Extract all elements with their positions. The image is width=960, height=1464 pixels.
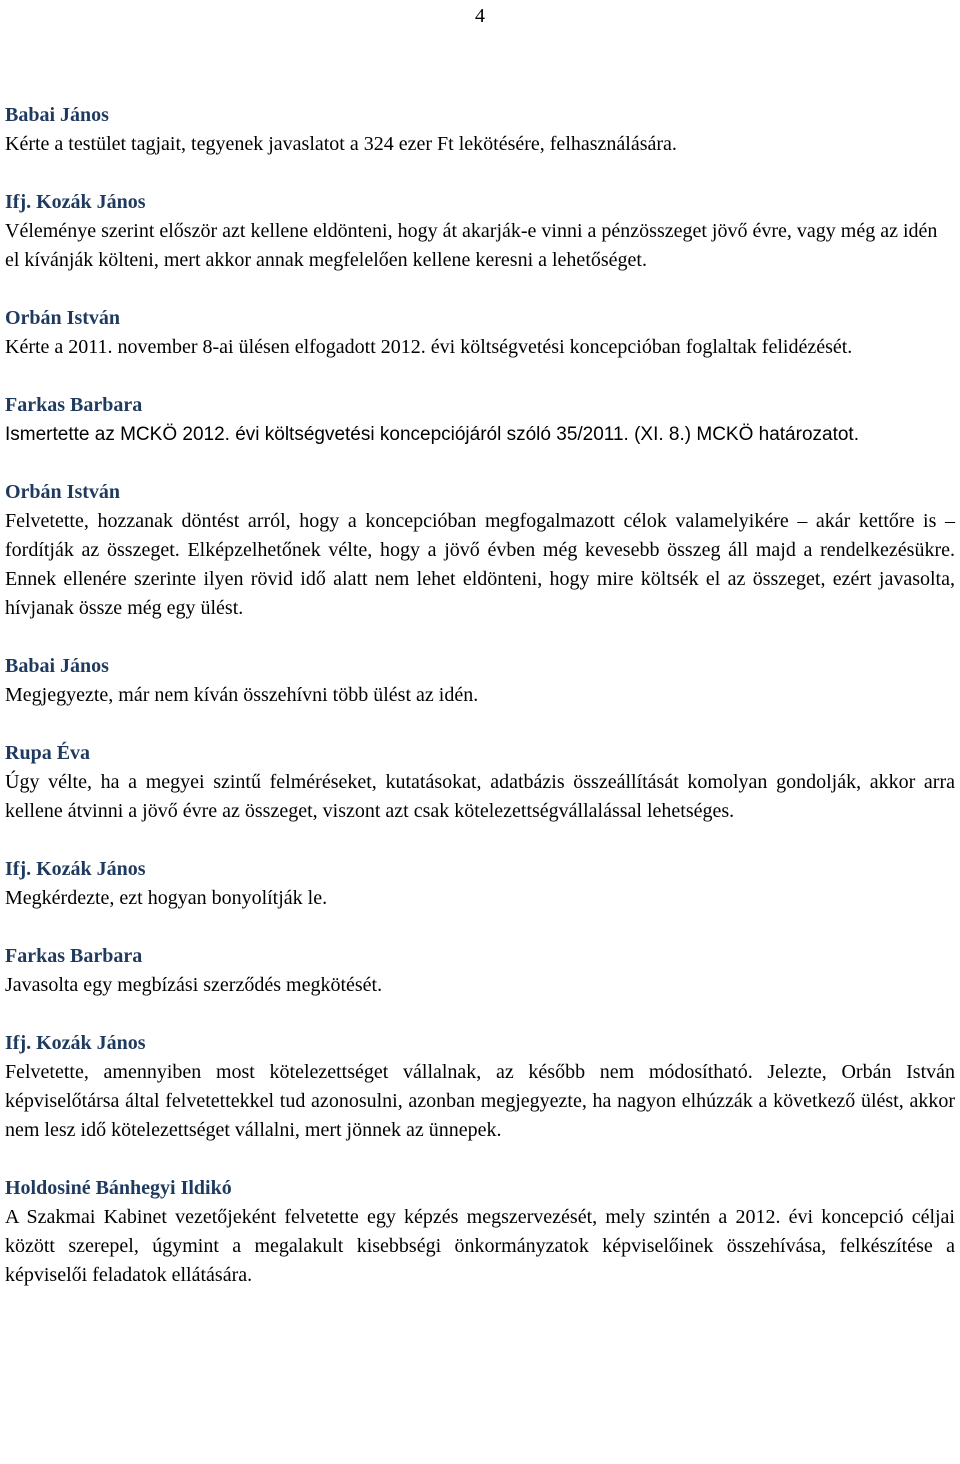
- entry-rupa-1: [5, 739, 955, 826]
- statement-text: Kérte a testület tagjait, tegyenek javaslatot a 324 ezer Ft lekötésére, felhasználására.: [5, 133, 677, 155]
- speaker-name: Ifj. Kozák János: [5, 191, 146, 213]
- speaker-name: Holdosiné Bánhegyi Ildikó: [5, 1177, 232, 1199]
- entry-holdosine-1: [5, 1174, 955, 1290]
- speaker-name: Rupa Éva: [5, 742, 91, 764]
- minutes-body: [5, 101, 955, 1319]
- speaker-name: Orbán István: [5, 307, 121, 329]
- entry-babai-2: [5, 652, 955, 710]
- speaker-name: Orbán István: [5, 481, 121, 503]
- entry-orban-2: [5, 478, 955, 623]
- statement-text: Megjegyezte, már nem kíván összehívni több ülést az idén.: [5, 684, 479, 706]
- statement-text: Felvetette, hozzanak döntést arról, hogy a koncepcióban megfogalmazott célok valamelyikére – akár kettőre is – fordítják az összeget. Elképzelhetőnek vélte, hogy a jövő évben még kevesebb összeg áll majd a rendelkezésükre. Ennek ellenére szerinte ilyen rövid idő alatt nem lehet eldönteni, hogy mire költsék el az összeget, ezért javasolta, hívjanak össze még egy ülést.: [5, 510, 955, 619]
- statement-text: Úgy vélte, ha a megyei szintű felméréseket, kutatásokat, adatbázis összeállítását komolyan gondolják, akkor arra kellene átvinni a jövő évre az összeget, viszont azt csak kötelezettségvállalással lehetséges.: [5, 771, 955, 822]
- entry-kozak-3: [5, 1029, 955, 1145]
- statement-text: Megkérdezte, ezt hogyan bonyolítják le.: [5, 887, 328, 909]
- statement-text: Felvetette, amennyiben most kötelezettséget vállalnak, az később nem módosítható. Jelezte, Orbán István képviselőtársa által felvetettekkel tud azonosulni, azonban megjegyezte, ha nagyon elhúzzák a következő ülést, akkor nem lesz idő kötelezettséget vállalni, mert jönnek az ünnepek.: [5, 1061, 955, 1141]
- speaker-name: Babai János: [5, 104, 109, 126]
- entry-orban-1: [5, 304, 955, 362]
- entry-farkas-1: [5, 391, 955, 449]
- entry-kozak-1: [5, 188, 955, 275]
- entry-kozak-2: [5, 855, 955, 913]
- statement-text: Kérte a 2011. november 8-ai ülésen elfogadott 2012. évi költségvetési koncepcióban foglaltak felidézését.: [5, 336, 853, 358]
- statement-text: Ismertette az MCKÖ 2012. évi költségvetési koncepciójáról szóló 35/2011. (XI. 8.) MCKÖ határozatot.: [5, 424, 859, 445]
- speaker-name: Farkas Barbara: [5, 394, 143, 416]
- entry-farkas-2: [5, 942, 955, 1000]
- speaker-name: Ifj. Kozák János: [5, 1032, 146, 1054]
- statement-text: A Szakmai Kabinet vezetőjeként felvetette egy képzés megszervezését, mely szintén a 2012. évi koncepció céljai között szerepel, úgymint a megalakult kisebbségi önkormányzatok képviselőinek összehívása, felkészítése a képviselői feladatok ellátására.: [5, 1206, 955, 1286]
- speaker-name: Babai János: [5, 655, 109, 677]
- page-number: 4: [475, 5, 485, 27]
- entry-babai-1: [5, 101, 955, 159]
- speaker-name: Farkas Barbara: [5, 945, 143, 967]
- statement-text: Véleménye szerint először azt kellene eldönteni, hogy át akarják-e vinni a pénzösszeget jövő évre, vagy még az idén el kívánják költeni, mert akkor annak megfelelően kellene keresni a lehetőséget.: [5, 220, 938, 271]
- statement-text: Javasolta egy megbízási szerződés megkötését.: [5, 974, 383, 996]
- speaker-name: Ifj. Kozák János: [5, 858, 146, 880]
